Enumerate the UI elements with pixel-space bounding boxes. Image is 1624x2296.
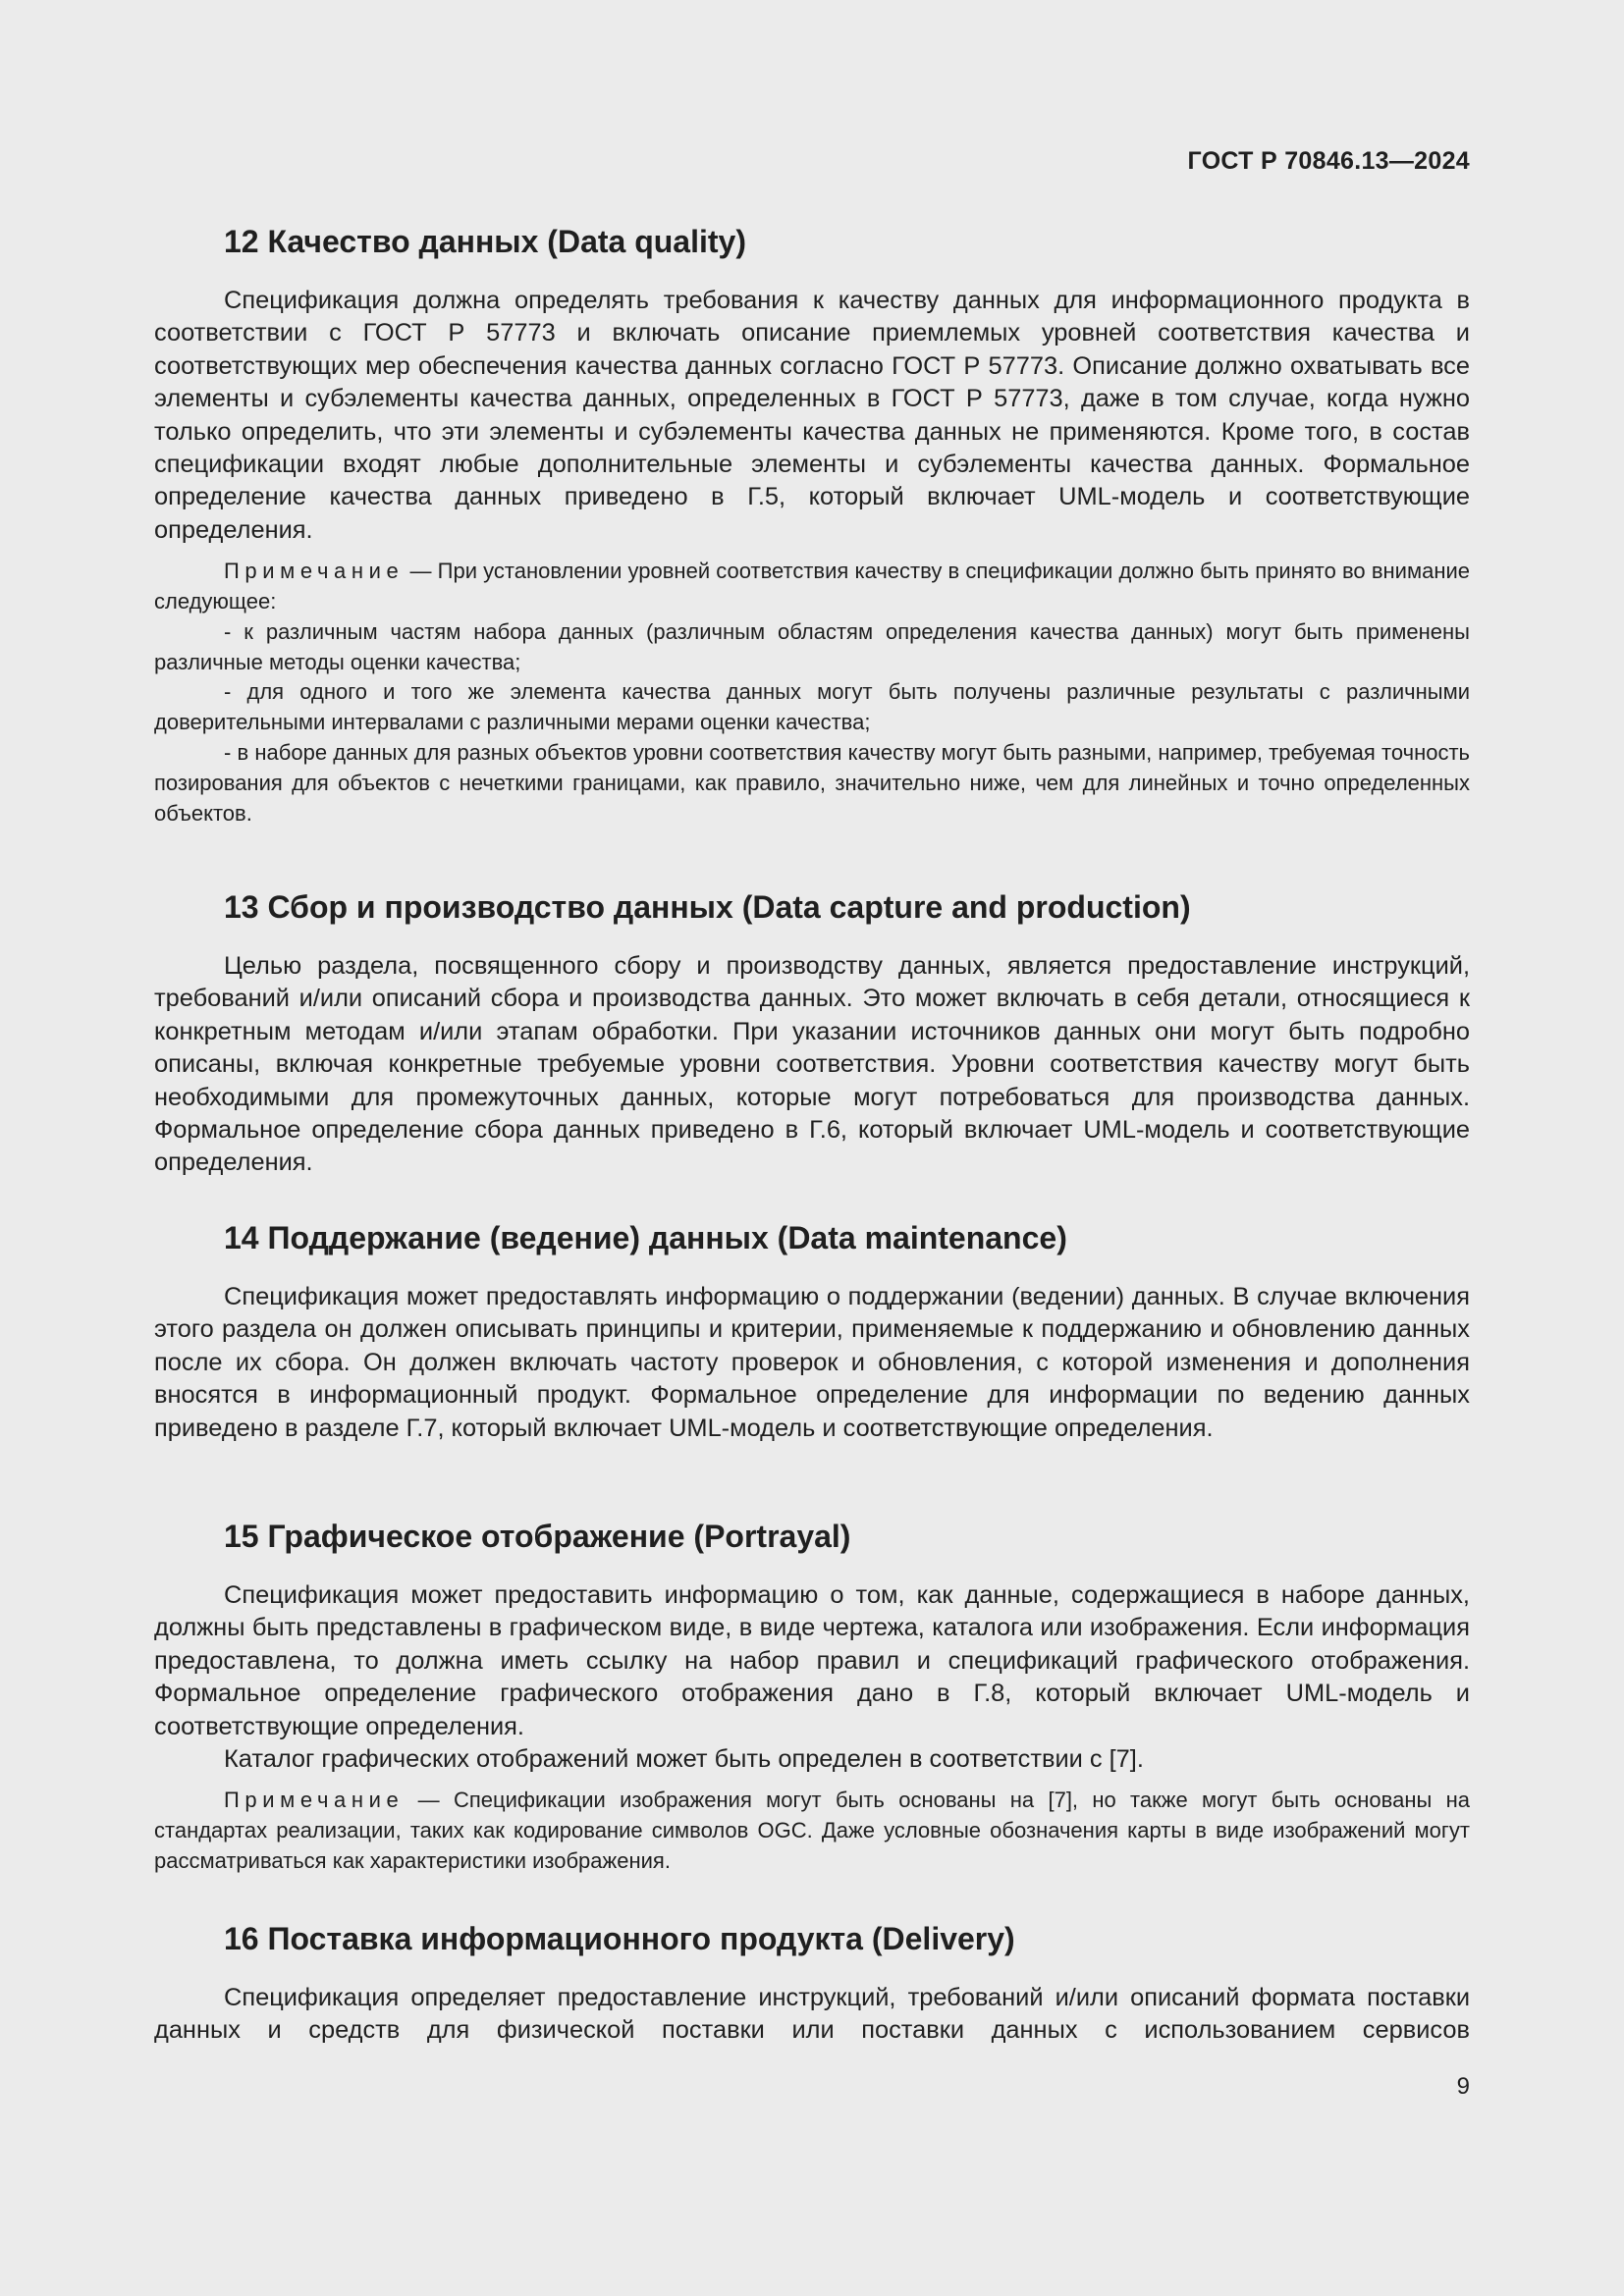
note-label: Примечание [224, 559, 405, 584]
note-label: Примечание [224, 1788, 405, 1813]
section-14 [154, 1218, 1470, 1445]
note-text: — При установлении уровней соответствия качеству в спецификации должно быть принято во внимание следующее: [154, 559, 1470, 614]
section-paragraph: Спецификация должна определять требования к качеству данных для информационного продукта в соответствии с ГОСТ Р 57773 и включать описание приемлемых уровней соответствия качества и соответствующих мер обеспечения качества данных согласно ГОСТ Р 57773. Описание должно охватывать все элементы и субэлементы качества данных, определенных в ГОСТ Р 57773, даже в том случае, когда нужно только определить, что эти элементы и субэлементы качества данных не применяются. Кроме того, в состав спецификации входят любые дополнительные элементы и субэлементы качества данных. Формальное определение качества данных приведено в Г.5, который включает UML-модель и соответствующие определения. [154, 287, 1470, 544]
section-paragraph: Каталог графических отображений может быть определен в соответствии с [7]. [224, 1745, 1144, 1774]
section-title: 13 Сбор и производство данных (Data capture and production) [224, 889, 1191, 925]
note [154, 557, 1470, 617]
section-paragraph: Спецификация может предоставлять информацию о поддержании (ведении) данных. В случае включения этого раздела он должен описывать принципы и критерии, применяемые к поддержанию и обновлению данных после их сбора. Он должен включать частоту проверок и обновления, с которой изменения и дополнения вносятся в информационный продукт. Формальное определение для информации по ведению данных приведено в разделе Г.7, который включает UML-модель и соответствующие определения. [154, 1283, 1470, 1442]
page-number: 9 [1456, 2073, 1470, 2100]
section-title: 12 Качество данных (Data quality) [224, 224, 746, 259]
section-paragraph: Спецификация может предоставить информацию о том, как данные, содержащиеся в наборе данных, должны быть представлены в графическом виде, в виде чертежа, каталога или изображения. Если информация предоставлена, то должна иметь ссылку на набор правил и спецификаций графического отображения. Формальное определение графического отображения дано в Г.8, который включает UML-модель и соответствующие определения. [154, 1581, 1470, 1740]
note-text: — Спецификации изображения могут быть основаны на [7], но также могут быть основаны на стандартах реализации, таких как кодирование символов OGC. Даже условные обозначения карты в виде изображений могут рассматриваться как характеристики изображения. [154, 1788, 1470, 1874]
section-paragraph: Спецификация определяет предоставление инструкций, требований и/или описаний формата поставки данных и средств для физической поставки или поставки данных с использованием сервисов [154, 1984, 1470, 2045]
section-paragraph: Целью раздела, посвященного сбору и производству данных, является предоставление инструкций, требований и/или описаний сбора и производства данных. Это может включать в себя детали, относящиеся к конкретным методам и/или этапам обработки. При указании источников данных они могут быть подробно описаны, включая конкретные требуемые уровни соответствия. Уровни соответствия качеству могут быть необходимыми для промежуточных данных, которые могут потребоваться для производства данных. Формальное определение сбора данных приведено в Г.6, который включает UML-модель и соответствующие определения. [154, 952, 1470, 1177]
section-13 [154, 887, 1470, 1180]
document-id: ГОСТ Р 70846.13—2024 [1187, 147, 1470, 175]
section-15 [154, 1517, 1470, 1877]
section-title: 15 Графическое отображение (Portrayal) [224, 1519, 851, 1554]
note [154, 1786, 1470, 1876]
section-title: 16 Поставка информационного продукта (Delivery) [224, 1921, 1015, 1956]
section-12 [154, 222, 1470, 828]
note-item: - к различным частям набора данных (различным областям определения качества данных) могут быть применены различные методы оценки качества; [154, 618, 1470, 674]
section-16 [154, 1919, 1470, 2048]
section-title: 14 Поддержание (ведение) данных (Data maintenance) [224, 1220, 1067, 1255]
note-item: - для одного и того же элемента качества данных могут быть получены различные результаты с различными доверительными интервалами с различными мерами оценки качества; [154, 679, 1470, 735]
note-item: - в наборе данных для разных объектов уровни соответствия качеству могут быть разными, например, требуемая точность позирования для объектов с нечеткими границами, как правило, значительно ниже, чем для линейных и точно определенных объектов. [154, 740, 1470, 826]
